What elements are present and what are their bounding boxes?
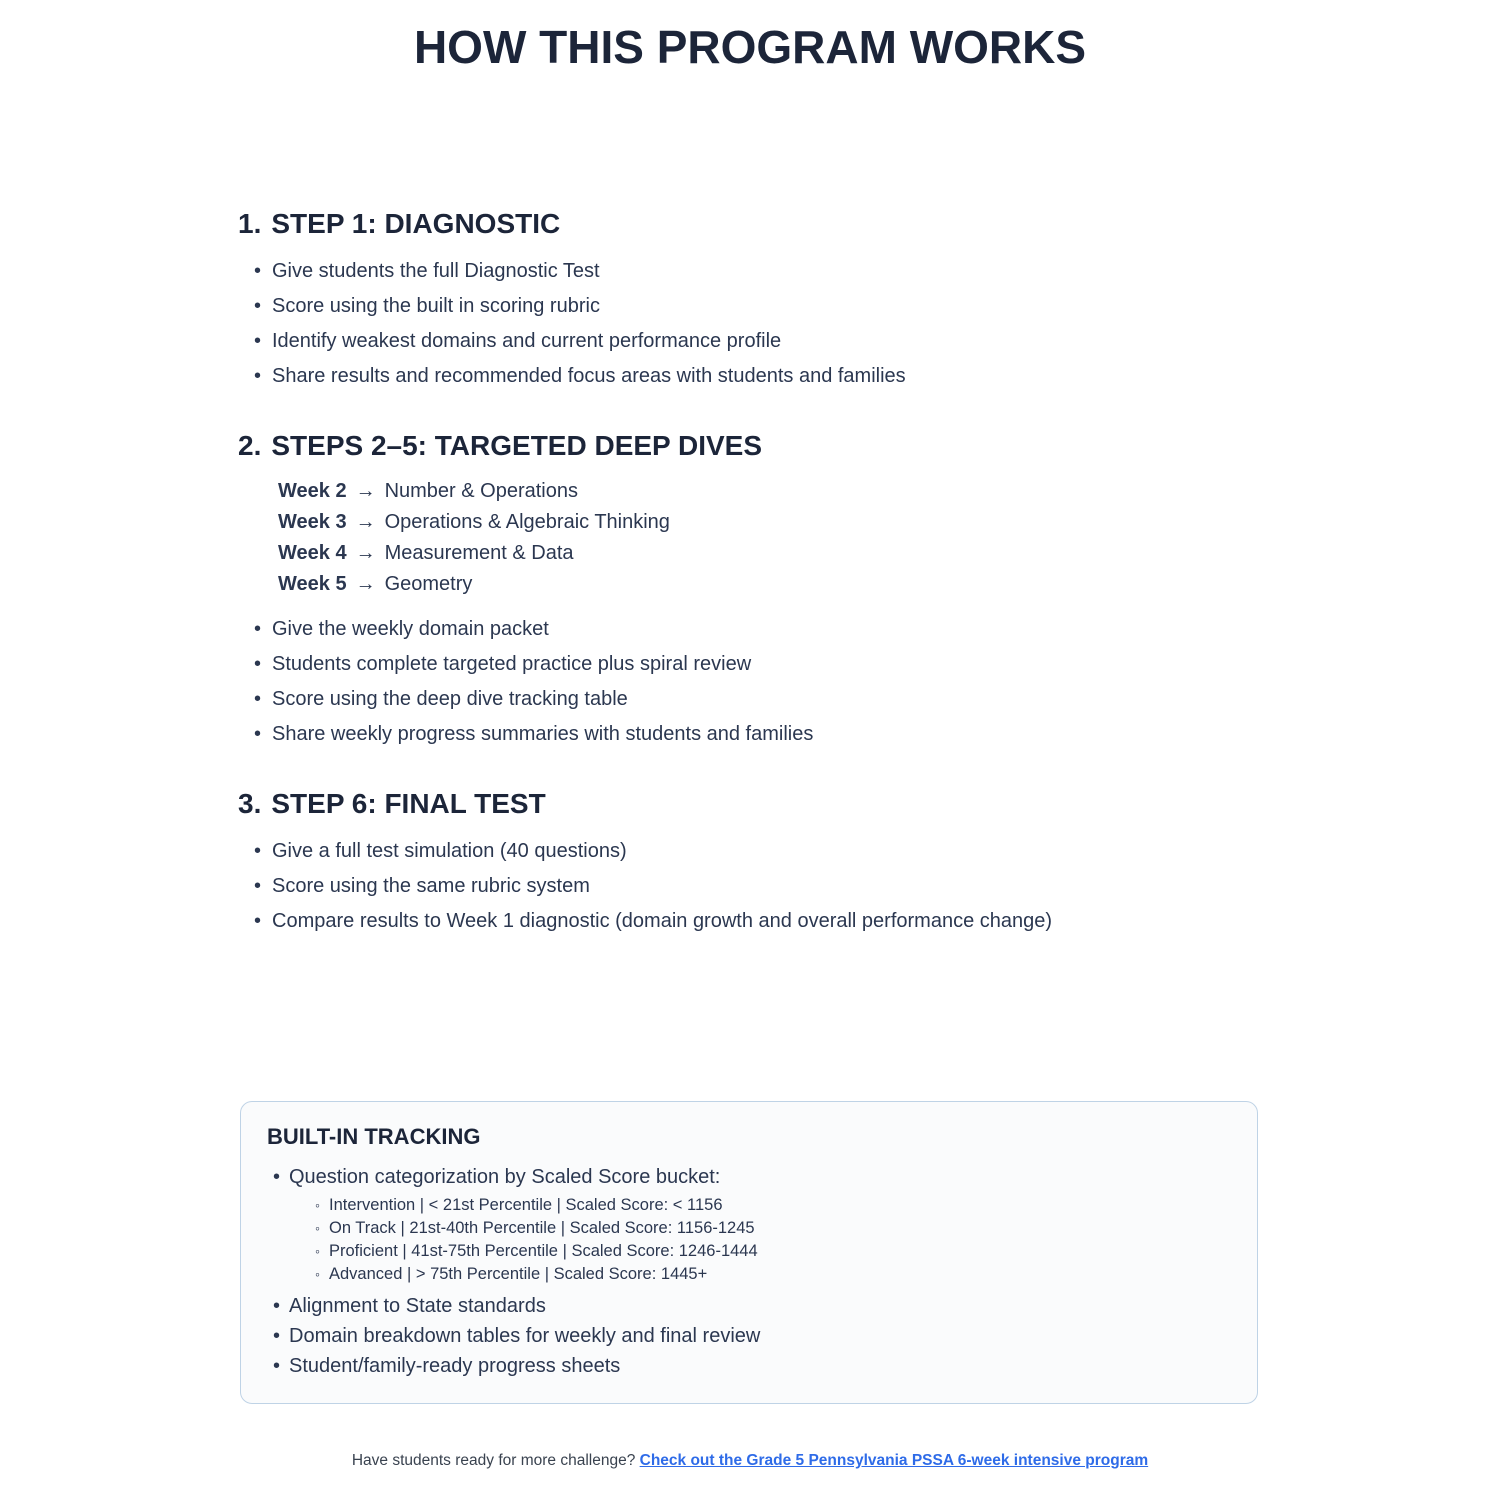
- bullet-text: Compare results to Week 1 diagnostic (domain growth and overall performance change): [272, 910, 1053, 932]
- main-content: [238, 208, 1260, 939]
- list-item: [254, 289, 1260, 324]
- sub-bullet-icon: ◦: [315, 1266, 320, 1282]
- bullet-icon: •: [254, 653, 262, 675]
- bullet-text: Score using the same rubric system: [272, 875, 590, 897]
- bullet-text: Student/family-ready progress sheets: [289, 1355, 621, 1377]
- arrow-icon: →: [355, 480, 376, 502]
- sub-bullet-text: Proficient | 41st-75th Percentile | Scaled Score: 1246-1444: [329, 1242, 758, 1260]
- list-item: [254, 647, 1260, 682]
- bullet-icon: •: [254, 365, 262, 387]
- week-label: Week 5: [278, 573, 347, 595]
- bullet-body: [289, 1351, 1231, 1381]
- bullet-text: Score using the built in scoring rubric: [272, 295, 600, 317]
- sub-list-item: [315, 1194, 1231, 1217]
- bullet-text: Give the weekly domain packet: [272, 618, 549, 640]
- list-item: [273, 1321, 1231, 1351]
- section-number: 3.: [238, 788, 262, 819]
- list-item: [254, 869, 1260, 904]
- bullet-text: Domain breakdown tables for weekly and final review: [289, 1325, 761, 1347]
- week-topic: Number & Operations: [384, 480, 578, 502]
- list-item: [254, 682, 1260, 717]
- bullet-body: [289, 1162, 1231, 1291]
- sub-list-item: [315, 1217, 1231, 1240]
- section-heading-text: STEP 6: FINAL TEST: [271, 788, 546, 819]
- sub-bullet-icon: ◦: [315, 1197, 320, 1213]
- week-label: Week 3: [278, 511, 347, 533]
- week-row: [278, 476, 1260, 507]
- bullet-icon: •: [254, 875, 262, 897]
- footer-note: [0, 1452, 1500, 1470]
- arrow-icon: →: [355, 511, 376, 533]
- section-heading: [238, 788, 1260, 820]
- bullet-text: Identify weakest domains and current performance profile: [272, 330, 782, 352]
- sub-bullet-icon: ◦: [315, 1243, 320, 1259]
- section-number: 1.: [238, 208, 262, 239]
- bullet-icon: •: [254, 688, 262, 710]
- section-step-1-diagnostic: [238, 208, 1260, 394]
- tracking-bullet-list: [273, 1162, 1231, 1381]
- list-item: [254, 834, 1260, 869]
- bullet-icon: •: [254, 910, 262, 932]
- bullet-list: [254, 612, 1260, 752]
- footer-link[interactable]: Check out the Grade 5 Pennsylvania PSSA 6-week intensive program: [639, 1452, 1149, 1469]
- bullet-icon: •: [273, 1355, 281, 1377]
- bullet-text: Give a full test simulation (40 questions): [272, 840, 627, 862]
- week-row: [278, 569, 1260, 600]
- week-topic: Measurement & Data: [384, 542, 574, 564]
- bullet-icon: •: [273, 1295, 281, 1317]
- sub-bullet-text: Intervention | < 21st Percentile | Scaled Score: < 1156: [329, 1196, 723, 1214]
- section-heading-text: STEPS 2–5: TARGETED DEEP DIVES: [271, 430, 763, 461]
- bullet-text: Students complete targeted practice plus spiral review: [272, 653, 752, 675]
- section-heading: [238, 430, 1260, 462]
- week-schedule: [278, 476, 1260, 600]
- bullet-text: Give students the full Diagnostic Test: [272, 260, 600, 282]
- sub-bullet-text: On Track | 21st-40th Percentile | Scaled Score: 1156-1245: [329, 1219, 755, 1237]
- bullet-list: [254, 254, 1260, 394]
- tracking-panel: [240, 1101, 1258, 1404]
- bullet-body: [289, 1321, 1231, 1351]
- bullet-icon: •: [254, 723, 262, 745]
- sub-bullet-list: [315, 1194, 1231, 1286]
- section-heading: [238, 208, 1260, 240]
- page-title: HOW THIS PROGRAM WORKS: [413, 21, 1087, 73]
- list-item: [254, 717, 1260, 752]
- arrow-icon: →: [355, 542, 376, 564]
- week-label: Week 4: [278, 542, 347, 564]
- sub-bullet-text: Advanced | > 75th Percentile | Scaled Score: 1445+: [329, 1265, 708, 1283]
- bullet-text: Question categorization by Scaled Score bucket:: [289, 1166, 721, 1188]
- bullet-text: Score using the deep dive tracking table: [272, 688, 628, 710]
- week-topic: Operations & Algebraic Thinking: [384, 511, 670, 533]
- week-row: [278, 538, 1260, 569]
- section-step-6-final-test: [238, 788, 1260, 939]
- sub-bullet-icon: ◦: [315, 1220, 320, 1236]
- list-item: [254, 612, 1260, 647]
- week-label: Week 2: [278, 480, 347, 502]
- bullet-icon: •: [254, 840, 262, 862]
- bullet-body: [289, 1291, 1231, 1321]
- bullet-list: [254, 834, 1260, 939]
- bullet-icon: •: [254, 618, 262, 640]
- week-row: [278, 507, 1260, 538]
- bullet-icon: •: [254, 260, 262, 282]
- tracking-panel-heading: BUILT-IN TRACKING: [267, 1124, 481, 1149]
- bullet-text: Share results and recommended focus areas with students and families: [272, 365, 906, 387]
- list-item: [254, 324, 1260, 359]
- bullet-icon: •: [254, 330, 262, 352]
- week-topic: Geometry: [384, 573, 473, 595]
- list-item: [273, 1162, 1231, 1291]
- sections-list: [238, 208, 1260, 939]
- list-item: [273, 1291, 1231, 1321]
- list-item: [254, 359, 1260, 394]
- bullet-icon: •: [254, 295, 262, 317]
- bullet-text: Alignment to State standards: [289, 1295, 546, 1317]
- bullet-icon: •: [273, 1166, 281, 1188]
- sub-list-item: [315, 1263, 1231, 1286]
- bullet-icon: •: [273, 1325, 281, 1347]
- section-steps-2-5-deep-dives: [238, 430, 1260, 752]
- arrow-icon: →: [355, 573, 376, 595]
- list-item: [254, 254, 1260, 289]
- footer-prompt: Have students ready for more challenge?: [351, 1452, 640, 1469]
- list-item: [254, 904, 1260, 939]
- bullet-text: Share weekly progress summaries with students and families: [272, 723, 814, 745]
- section-number: 2.: [238, 430, 262, 461]
- section-heading-text: STEP 1: DIAGNOSTIC: [271, 208, 561, 239]
- list-item: [273, 1351, 1231, 1381]
- sub-list-item: [315, 1240, 1231, 1263]
